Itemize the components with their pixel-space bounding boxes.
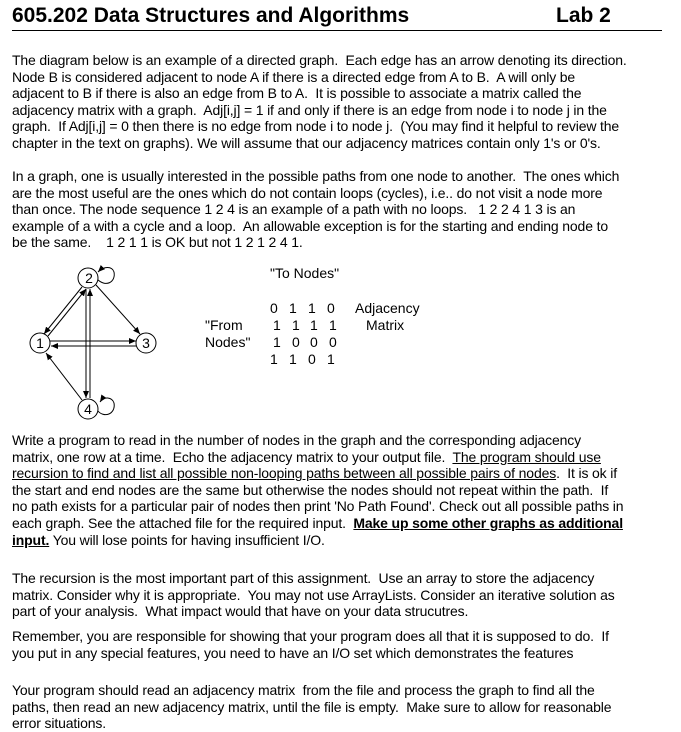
node-label-3: 3 [142,335,150,351]
text-span: each graph. See the attached file for the required input. [12,514,354,531]
matrix-cell: 0 [270,300,278,316]
matrix-cell: 1 [327,351,335,367]
emphasized-text: recursion to find and list all possible non-looping paths between all possible pairs of nodes [12,465,557,482]
text-span: than once. The node sequence 1 2 4 is an example of a path with no loops. 1 2 2 4 1 3 is an [12,201,576,218]
text-span: chapter in the text on graphs). We will assume that our adjacency matrices contain only 1's or 0's. [12,134,601,151]
text-span: adjacent to B if there is also an edge from B to A. It is possible to associate a matrix called the [12,85,582,102]
text-span: you put in any special features, you need to have an I/O set which demonstrates the features [12,644,574,661]
text-span: matrix. Consider why it is appropriate. You may not use ArrayLists. Consider an iterative solution as [12,586,615,603]
lab-number: Lab 2 [556,4,611,27]
matrix-cell: 0 [327,300,335,316]
text-span: adjacency matrix with a graph. Adj[i,j] = 1 if and only if there is an edge from node i to node j in the [12,101,607,118]
edge-2-3 [96,285,140,334]
text-span: paths, then read an new adjacency matrix, until the file is empty. Make sure to allow for reasonable [12,698,612,715]
text-span: . It is ok if [556,465,617,482]
edge-1-2 [48,289,86,336]
text-span: The recursion is the most important part of this assignment. Use an array to store the adjacency [12,570,595,586]
emphasized-text: Make up some other graphs as additional [353,514,623,531]
matrix-cell: 1 [289,351,297,367]
text-span: the start and end nodes are the same but otherwise the nodes should not repeat within the path. If [12,481,609,498]
text-span: no path exists for a particular pair of nodes then print 'No Path Found'. Check out all possible paths in [12,498,624,515]
matrix-cell: 1 [310,317,318,333]
matrix-cell: 0 [308,351,316,367]
from-nodes-label-1: "From [205,317,243,333]
text-span: part of your analysis. What impact would that have on your data strucutres. [12,603,469,620]
matrix-cell: 1 [273,317,281,333]
edge-2-1 [44,287,82,334]
self-loop-4 [97,398,114,415]
edge-4-1 [46,353,82,400]
text-span: Remember, you are responsible for showing that your program does all that it is supposed to do. If [12,628,609,644]
matrix-cell: 1 [308,300,316,316]
text-span: You will lose points for having insufficient I/O. [49,531,325,548]
matrix-cell: 0 [329,334,337,350]
text-span: error situations. [12,715,106,732]
matrix-cell: 1 [289,300,297,316]
node-label-1: 1 [36,335,44,351]
text-span: Your program should read an adjacency matrix from the file and process the graph to find all the [12,682,595,698]
text-span: In a graph, one is usually interested in the possible paths from one node to another. The ones which [12,168,620,184]
emphasized-text: The program should use [452,448,601,465]
emphasized-text: input. [12,531,50,548]
adjacency-label: Adjacency [355,300,420,316]
text-span: Write a program to read in the number of nodes in the graph and the corresponding adjacency [12,432,582,448]
matrix-cell: 1 [273,334,281,350]
matrix-cell: 1 [292,317,300,333]
self-loop-2 [97,268,114,284]
text-span: are the most useful are the ones which do not contain loops (cycles), i.e.. do not visit a node more [12,184,603,201]
matrix-cell: 0 [292,334,300,350]
matrix-cell: 0 [310,334,318,350]
text-span: example of a with a cycle and a loop. An allowable exception is for the starting and ending node to [12,217,608,234]
text-span: Node B is considered adjacent to node A if there is a directed edge from A to B. A will only be [12,68,576,85]
node-label-4: 4 [84,401,92,417]
matrix-cell: 1 [270,351,278,367]
to-nodes-label: "To Nodes" [270,265,340,281]
text-span: be the same. 1 2 1 1 is OK but not 1 2 1 2 4 1. [12,234,303,251]
matrix-cell: 1 [329,317,337,333]
matrix-label: Matrix [366,317,405,333]
node-label-2: 2 [85,270,93,286]
text-span: matrix, one row at a time. Echo the adjacency matrix to your output file. [12,448,453,465]
text-span: graph. If Adj[i,j] = 0 then there is no edge from node i to node j. (You may find it helpful to review the [12,118,620,135]
course-title: 605.202 Data Structures and Algorithms [12,4,410,27]
text-span: The diagram below is an example of a directed graph. Each edge has an arrow denoting its direction. [12,52,627,68]
from-nodes-label-2: Nodes" [205,334,251,350]
